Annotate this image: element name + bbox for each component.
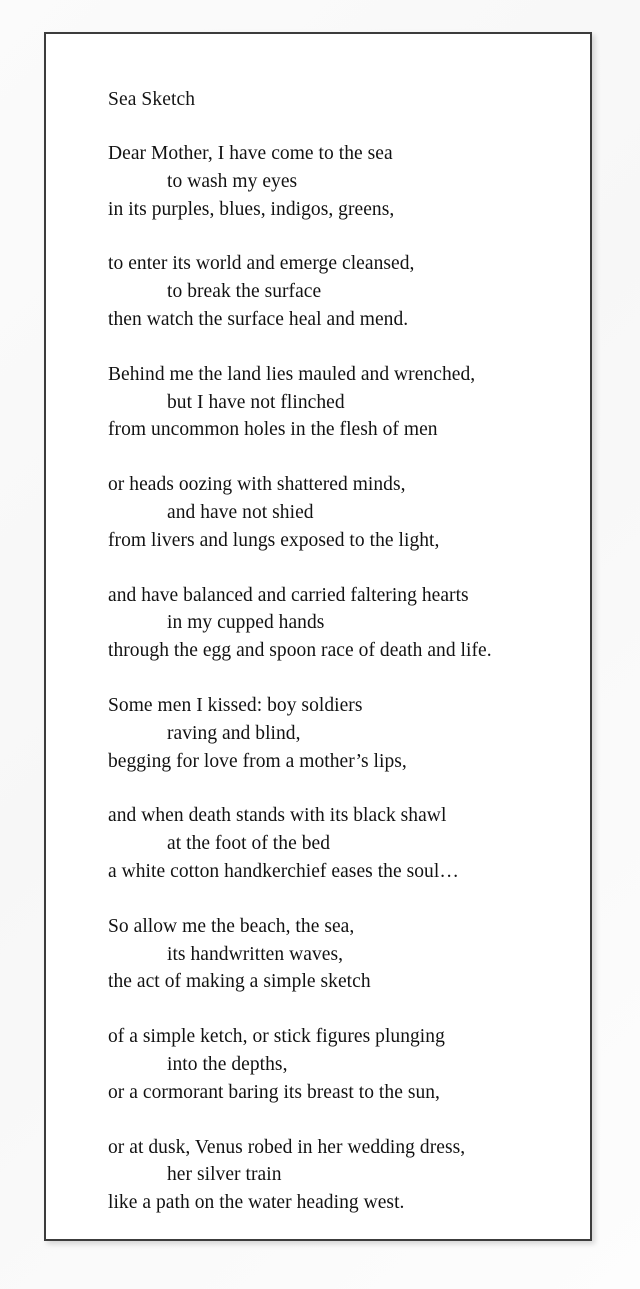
poem-body (108, 86, 580, 1217)
poem-line: of a simple ketch, or stick figures plunging (108, 1026, 445, 1048)
poem-stanza (108, 1023, 580, 1106)
poem-line: through the egg and spoon race of death and life. (108, 640, 492, 662)
poem-stanza (108, 1134, 580, 1217)
poem-line: then watch the surface heal and mend. (108, 308, 409, 330)
poem-line: raving and blind, (167, 722, 301, 744)
poem-line: in my cupped hands (167, 612, 325, 634)
poem-line: and when death stands with its black shawl (108, 805, 447, 827)
poem-line: at the foot of the bed (167, 833, 331, 855)
poem-stanza-container (108, 140, 580, 1217)
poem-line: to break the surface (167, 281, 322, 303)
poem-line: from uncommon holes in the flesh of men (108, 419, 438, 441)
poem-line: So allow me the beach, the sea, (108, 915, 355, 937)
poem-line: or a cormorant baring its breast to the sun, (108, 1081, 440, 1103)
poem-line: or heads oozing with shattered minds, (108, 474, 406, 496)
poem-line: into the depths, (167, 1053, 288, 1075)
poem-line: like a path on the water heading west. (108, 1192, 405, 1214)
poem-stanza (108, 250, 580, 333)
poem-stanza (108, 692, 580, 775)
poem-page-frame (44, 32, 592, 1241)
poem-line: and have balanced and carried faltering hearts (108, 584, 469, 606)
poem-line: from livers and lungs exposed to the light, (108, 529, 440, 551)
poem-stanza (108, 471, 580, 554)
poem-line: or at dusk, Venus robed in her wedding dress, (108, 1136, 466, 1158)
poem-title: Sea Sketch (108, 89, 196, 110)
poem-line: Behind me the land lies mauled and wrenched, (108, 363, 476, 385)
poem-line: her silver train (167, 1164, 282, 1186)
poem-stanza (108, 582, 580, 665)
poem-line: a white cotton handkerchief eases the soul… (108, 860, 459, 882)
poem-line: and have not shied (167, 501, 314, 523)
poem-stanza (108, 361, 580, 444)
poem-line: its handwritten waves, (167, 943, 344, 965)
poem-line: to wash my eyes (167, 170, 298, 192)
poem-line: Some men I kissed: boy soldiers (108, 694, 363, 716)
poem-line: the act of making a simple sketch (108, 971, 371, 993)
poem-line: Dear Mother, I have come to the sea (108, 143, 393, 164)
poem-stanza (108, 913, 580, 996)
poem-line: to enter its world and emerge cleansed, (108, 253, 415, 275)
poem-line: begging for love from a mother’s lips, (108, 750, 407, 772)
poem-line: but I have not flinched (167, 391, 345, 413)
poem-stanza (108, 140, 580, 223)
poem-stanza (108, 802, 580, 885)
poem-line: in its purples, blues, indigos, greens, (108, 198, 395, 220)
